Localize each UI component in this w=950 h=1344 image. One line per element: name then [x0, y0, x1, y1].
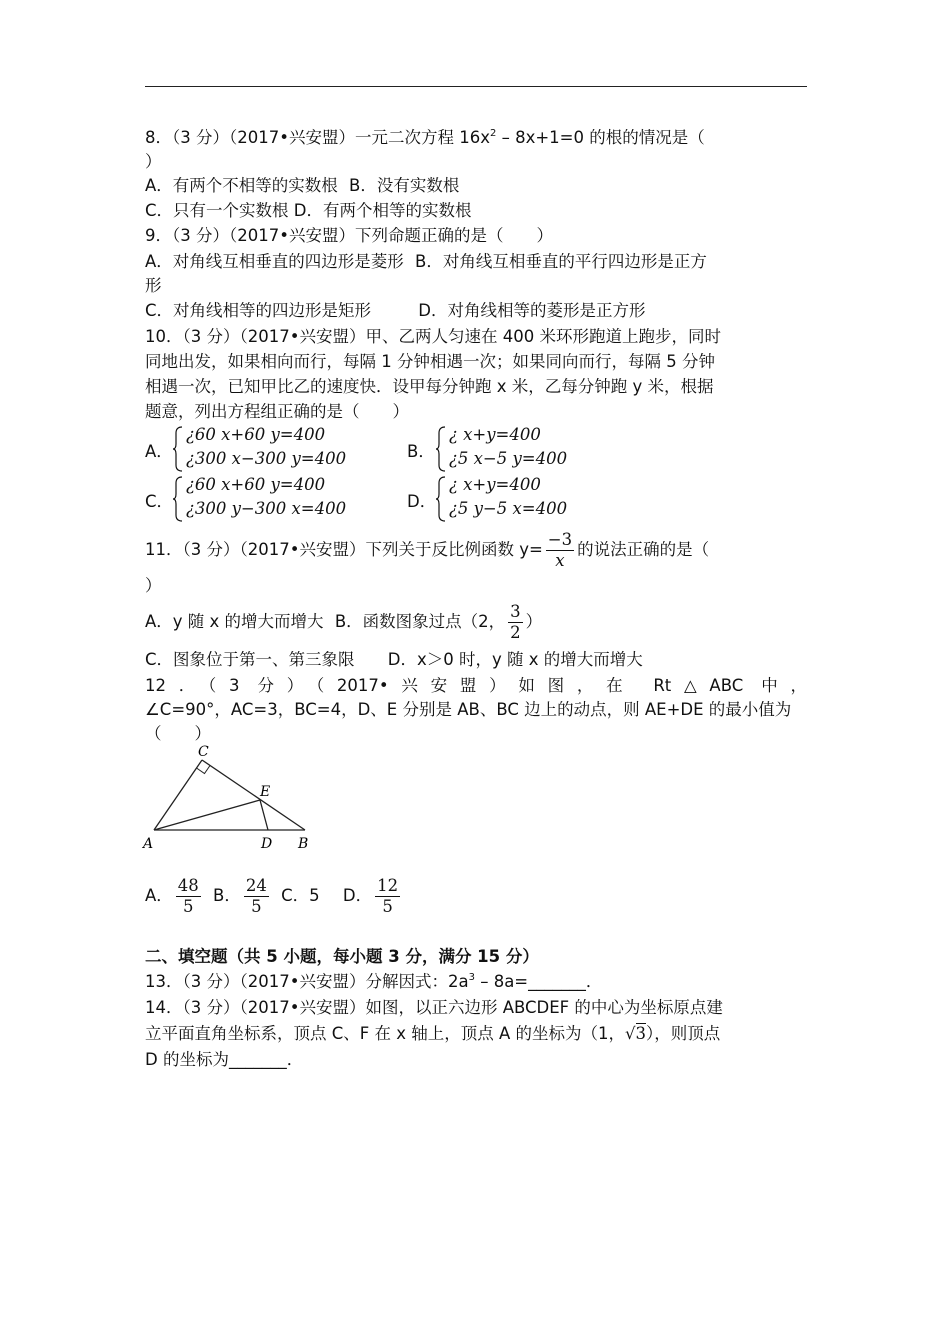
section-2-heading: 二、填空题（共 5 小题，每小题 3 分，满分 15 分） — [145, 947, 539, 966]
q8-option-d[interactable]: D．有两个相等的实数根 — [293, 201, 472, 220]
q11-options-ab — [145, 600, 807, 644]
q12-option-b[interactable]: B． $\frac{24}{5}$ — [213, 876, 267, 916]
q9-options-ab — [145, 250, 807, 274]
q12-stem-1: 12．（3 分）（2017•兴安盟）如图，在 Rt△ABC 中， — [145, 676, 807, 695]
brace-icon — [172, 425, 184, 473]
q9-option-d[interactable]: D．对角线相等的菱形是正方形 — [418, 301, 646, 320]
header-rule — [145, 86, 807, 87]
fig-label-b: B — [298, 836, 309, 852]
q12-stem-3: （ ） — [145, 724, 211, 743]
q11-stem-cont: ） — [145, 576, 162, 595]
q12-option-c[interactable]: C．5 — [281, 886, 320, 905]
q11-option-b[interactable]: B．函数图象过点（2， $\frac{3}{2}$ ） — [334, 602, 543, 642]
q12-stem-2: ∠C=90°，AC=3，BC=4，D、E 分别是 AB、BC 边上的动点，则 AE+DE 的最小值为 — [145, 700, 792, 719]
brace-icon — [435, 475, 447, 523]
q9-stem: 9．（3 分）（2017•兴安盟）下列命题正确的是（ ） — [145, 226, 553, 245]
q14-stem-2: 立平面直角坐标系，顶点 C、F 在 x 轴上，顶点 A 的坐标为（1，√3），则顶点 — [145, 1024, 721, 1043]
triangle-figure — [140, 740, 320, 855]
q8-options-cd — [145, 199, 807, 223]
q12-options — [145, 874, 807, 918]
q10-option-c-label[interactable]: C． — [145, 492, 174, 511]
q8-stem-cont: ） — [145, 152, 162, 171]
q9-option-a[interactable]: A．对角线互相垂直的四边形是菱形 — [145, 252, 404, 271]
sqrt-icon: √3 — [625, 1024, 647, 1043]
q10-option-a-label[interactable]: A． — [145, 442, 173, 461]
q12-option-a[interactable]: A． $\frac{48}{5}$ — [145, 876, 199, 916]
q10-stem-2: 同地出发，如果相向而行，每隔 1 分钟相遇一次；如果同向而行，每隔 5 分钟 — [145, 352, 715, 371]
q11-options-cd — [145, 648, 807, 672]
q9-option-c[interactable]: C．对角线相等的四边形是矩形 — [145, 301, 372, 320]
q10-stem-1: 10．（3 分）（2017•兴安盟）甲、乙两人匀速在 400 米环形跑道上跑步，同时 — [145, 327, 721, 346]
q11-option-d[interactable]: D．x＞0 时，y 随 x 的增大而增大 — [387, 650, 643, 669]
q10-stem-3: 相遇一次，已知甲比乙的速度快．设甲每分钟跑 x 米，乙每分钟跑 y 米，根据 — [145, 377, 714, 396]
q12-option-d[interactable]: D． $\frac{12}{5}$ — [342, 876, 399, 916]
q9-options-cd — [145, 299, 807, 323]
q14-stem-1: 14．（3 分）（2017•兴安盟）如图，以正六边形 ABCDEF 的中心为坐标原点建 — [145, 998, 723, 1017]
fig-label-d: D — [261, 836, 273, 852]
q9-option-b-cont: 形 — [145, 276, 162, 295]
fig-label-c: C — [198, 744, 209, 760]
q10-option-b-label[interactable]: B． — [407, 442, 435, 461]
q10-option-d-label[interactable]: D． — [407, 492, 437, 511]
q8-option-a[interactable]: A．有两个不相等的实数根 — [145, 176, 338, 195]
q8-options-ab — [145, 174, 807, 198]
q11-fraction: $\frac{-3}{x}$ — [547, 530, 573, 570]
q10-stem-4: 题意，列出方程组正确的是（ ） — [145, 402, 409, 421]
q11-option-a[interactable]: A．y 随 x 的增大而增大 — [145, 612, 324, 631]
fig-label-e: E — [260, 784, 271, 800]
brace-icon — [435, 425, 447, 473]
q9-option-b[interactable]: B．对角线互相垂直的平行四边形是正方 — [415, 252, 707, 271]
q14-stem-3: D 的坐标为_______． — [145, 1050, 304, 1069]
brace-icon — [172, 475, 184, 523]
q8-option-c[interactable]: C．只有一个实数根 — [145, 201, 289, 220]
q13-stem: 13．（3 分）（2017•兴安盟）分解因式：$2a^3$ – 8a=_______． — [145, 972, 603, 991]
fig-label-a: A — [143, 836, 154, 852]
q11-option-c[interactable]: C．图象位于第一、第三象限 — [145, 650, 355, 669]
q11-stem: 11．（3 分）（2017•兴安盟）下列关于反比例函数 y= $\frac{-3}{x}$ 的说法正确的是（ — [145, 530, 710, 570]
q8-option-b[interactable]: B．没有实数根 — [349, 176, 460, 195]
q8-stem: 8．（3 分）（2017•兴安盟）一元二次方程 $16x^2 - 8x+1=0$ 的根的情况是（ — [145, 128, 705, 147]
